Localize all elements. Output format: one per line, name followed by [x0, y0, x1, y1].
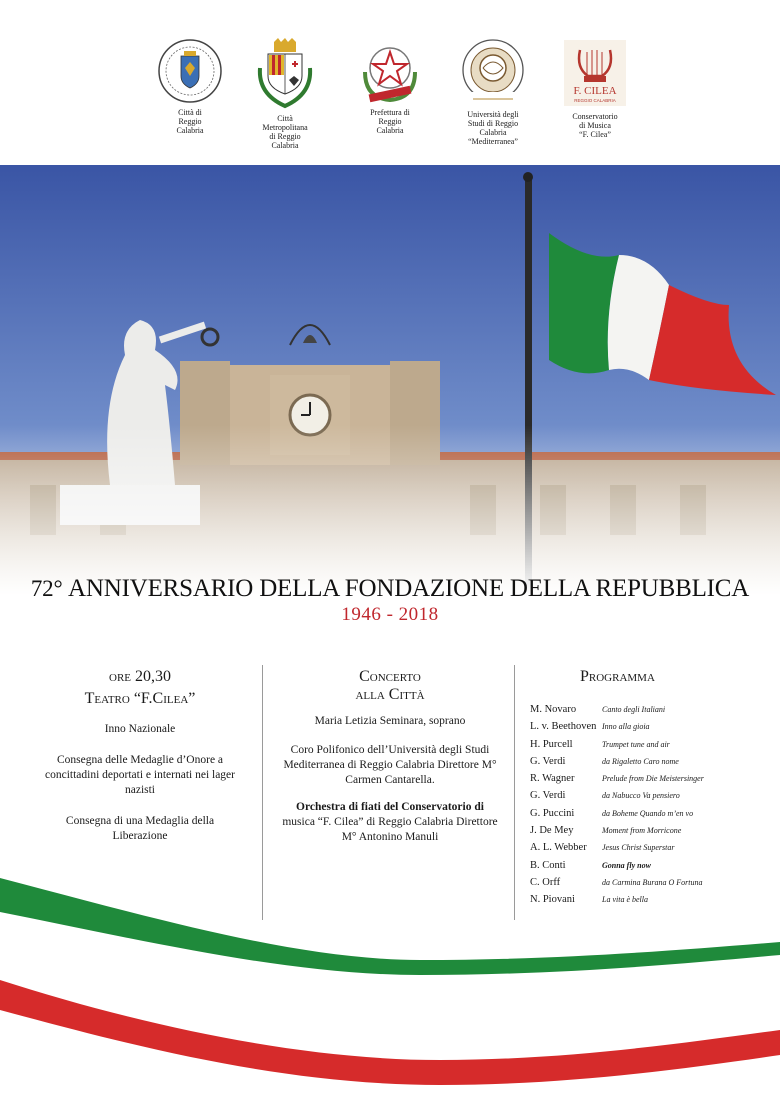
title-number: 72°	[30, 576, 63, 601]
logo-caption: Reggio	[378, 117, 402, 126]
concert-coro: Coro Polifonico dell’Università degli Studi Mediterranea di Reggio Calabria Direttore M° Carmen Cantarella.	[283, 744, 497, 786]
logo-comune	[140, 38, 240, 135]
programme-row	[530, 756, 750, 773]
event-venue: Teatro “F.Cilea”	[84, 690, 196, 707]
metro-crest-icon	[252, 38, 318, 110]
logo-universita	[443, 38, 543, 146]
programme-row	[530, 842, 750, 859]
logo-caption: Calabria	[479, 128, 507, 137]
logo-metropolitana	[235, 38, 335, 150]
concert-heading: alla Città	[355, 686, 425, 703]
green-band	[0, 878, 780, 975]
logo-caption: “F. Cilea”	[579, 130, 611, 139]
logo-caption: Conservatorio	[572, 112, 618, 121]
tricolore-wave	[0, 860, 780, 1115]
main-title	[0, 575, 780, 603]
piece: Trumpet tune and air	[602, 739, 670, 749]
logo-caption: Prefettura di	[370, 108, 410, 117]
piece: da Boheme Quando m’en vo	[602, 808, 694, 818]
piece: Moment from Morricone	[602, 826, 682, 836]
composer: M. Novaro	[530, 704, 577, 715]
programme-row	[530, 704, 750, 721]
logo-caption: Calabria	[271, 141, 299, 150]
logo-caption: Città	[277, 114, 293, 123]
concert-orchestra: Orchestra di fiati del Conservatorio di	[296, 801, 484, 813]
hero-photo	[0, 165, 780, 595]
composer: L. v. Beethoven	[530, 721, 597, 733]
programme-row	[530, 825, 750, 842]
programme-row	[530, 721, 750, 738]
lyre-icon	[560, 38, 630, 108]
piece: Jesus Christ Superstar	[602, 843, 675, 853]
piece: Prelude from Die Meistersinger	[602, 774, 704, 784]
title-text: ANNIVERSARIO DELLA FONDAZIONE DELLA REPUBBLICA	[68, 575, 750, 602]
piece: da Carmina Burana O Fortuna	[602, 877, 703, 887]
composer: A. L. Webber	[530, 842, 587, 854]
red-band	[0, 980, 780, 1085]
concert-column	[275, 668, 505, 845]
piece: La vita è bella	[602, 895, 648, 905]
programme-row	[530, 790, 750, 807]
event-item: Consegna di una Medaglia della Liberazione	[65, 815, 215, 842]
logo-caption: “Mediterranea”	[468, 137, 518, 146]
event-item: Inno Nazionale	[104, 723, 176, 735]
logo-caption: Metropolitana	[262, 123, 308, 132]
event-time: ore 20,30	[109, 668, 171, 685]
programme-row	[530, 808, 750, 825]
composer: N. Piovani	[530, 894, 575, 906]
logo-caption: Studi di Reggio	[467, 119, 519, 128]
conservatorio-mark-sub: REGGIO CALABRIA	[574, 98, 616, 103]
piece: da Nabucco Va pensiero	[602, 791, 680, 801]
piece: Canto degli Italiani	[602, 705, 666, 714]
piece: Gonna fly now	[602, 860, 651, 870]
concert-orchestra-rest: musica “F. Cilea” di Reggio Calabria Direttore M° Antonino Manuli	[282, 816, 498, 843]
logo-caption: di Musica	[579, 121, 611, 130]
logo-prefettura	[340, 38, 440, 135]
programme-row	[530, 773, 750, 790]
logos-row	[140, 38, 640, 158]
composer: B. Conti	[530, 859, 566, 871]
composer: C. Orff	[530, 876, 561, 888]
logo-conservatorio	[545, 38, 645, 139]
concert-soloist: Maria Letizia Seminara, soprano	[314, 715, 466, 727]
conservatorio-mark-text: F. CILEA	[573, 85, 617, 97]
title-years: 1946 - 2018	[341, 604, 439, 625]
university-seal-icon	[461, 38, 525, 106]
logo-caption: Calabria	[376, 126, 404, 135]
concert-heading: Concerto	[359, 668, 421, 685]
logo-caption: Università degli	[467, 110, 519, 119]
composer: G. Verdi	[530, 790, 566, 802]
event-item: Consegna delle Medaglie d’Onore a concittadini deportati e internati nei lager nazisti	[45, 754, 235, 796]
logo-caption: Calabria	[176, 126, 204, 135]
logo-caption: Reggio	[178, 117, 202, 126]
logo-caption: di Reggio	[269, 132, 301, 141]
composer: G. Verdi	[530, 755, 566, 767]
event-column	[40, 668, 240, 844]
logo-caption: Città di	[178, 108, 202, 117]
composer: J. De Mey	[530, 825, 574, 837]
composer: G. Puccini	[530, 807, 575, 819]
composer: R. Wagner	[530, 773, 575, 785]
piece: da Rigaletto Caro nome	[602, 756, 679, 766]
programme-row	[530, 739, 750, 756]
city-crest-icon	[157, 38, 223, 104]
composer: H. Purcell	[530, 738, 573, 750]
republic-emblem-icon	[359, 38, 421, 104]
piece: Inno alla gioia	[602, 722, 650, 732]
programme-heading: Programma	[580, 668, 655, 685]
